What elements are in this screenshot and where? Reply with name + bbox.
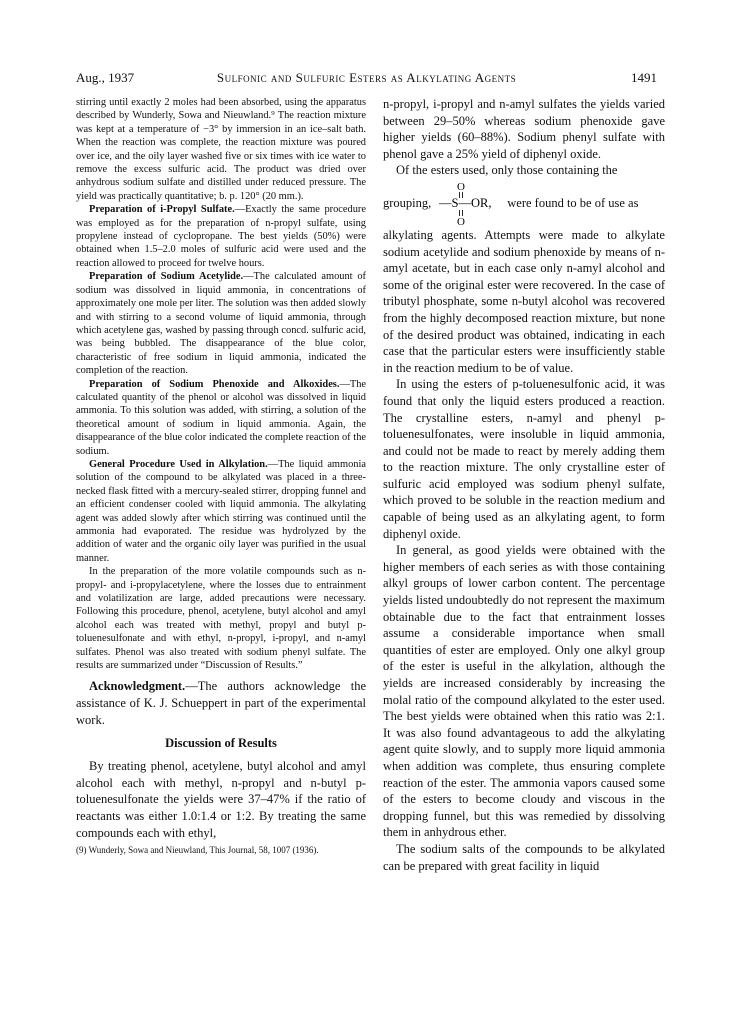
grouping-label: grouping, — [383, 195, 432, 210]
right-column — [383, 96, 665, 874]
acknowledgment-heading: Acknowledgment. — [89, 679, 186, 694]
paragraph-continued: n-propyl, i-propyl and n-amyl sulfates the yields varied between 29–50% whereas sodium phenoxide gave higher yields (60–88%). Sodium phenyl sulfate with phenol gave a 25% yield of diphenyl oxide. — [383, 97, 665, 161]
header-page-number: 1491 — [631, 70, 657, 85]
paragraph-continued: stirring until exactly 2 moles had been absorbed, using the apparatus described by Wunderly, Sowa and Nieuwland.⁹ The reaction mixture was kept at a temperature of −3° by immersion in an ice–salt bath. When the reaction was complete, the reaction mixture was poured over ice, and the oily layer washed five or six times with ice water to remove the excess sulfuric acid. The product was dried over anhydrous sodium sulfate and distilled under reduced pressure. The yield was practically quantitative; b. p. 120° (20 mm.). — [76, 97, 366, 202]
paragraph-toluenesulfonic: In using the esters of p-toluenesulfonic acid, it was found that only the liquid esters produced a reaction. The crystalline esters, n-amyl and phenyl p-toluenesulfonates, were insoluble in liquid ammonia, and could not be made to react by merely adding them to the reaction mixture. The only crystalline ester of sulfuric acid employed was sodium phenyl sulfate, which proved to be soluble in the reaction medium and capable of being used as an alkylating agent, to form diphenyl oxide. — [383, 377, 665, 541]
paragraph-sodium-acetylide — [76, 270, 366, 377]
section-heading: Discussion of Results — [165, 736, 277, 751]
sulfonate-group-formula — [439, 180, 499, 226]
paragraph-body: —The liquid ammonia solution of the compound to be alkylated was placed in a three-necked flask fitted with a mercury-sealed stirrer, dropping funnel and an efficient condenser cooled with liquid ammonia. The alkylating agent was added slowly after which stirring was continued until the ammonia had evaporated. The residue was hydrolyzed by the addition of water and the organic oily layer was purified in the usual manner. — [76, 458, 366, 564]
formula-sulfur-group: —S—OR, — [439, 195, 492, 210]
paragraph-esters-rest: alkylating agents. Attempts were made to alkylate sodium acetylide and sodium phenoxide by means of n-amyl acetate, but in each case only n-amyl alcohol and some of the original ester were recovered. In the case of tributyl phosphate, some n-butyl alcohol was recovered from the highly decomposed reaction mixture, but none of the desired product was obtained, indicating in each case that the particular esters were insufficiently stable in the reaction medium to be of value. — [383, 227, 665, 375]
grouping-tail: were found to be of use as — [507, 195, 639, 210]
run-in-heading: Preparation of i-Propyl Sulfate. — [89, 204, 235, 216]
left-column — [76, 96, 366, 856]
run-in-heading: Preparation of Sodium Phenoxide and Alkoxides. — [89, 378, 340, 390]
header-title: Sulfonic and Sulfuric Esters as Alkylating Agents — [216, 70, 517, 85]
run-in-heading: General Procedure Used in Alkylation. — [89, 458, 268, 470]
header-date: Aug., 1937 — [76, 70, 135, 85]
paragraph-acknowledgment — [76, 678, 366, 728]
run-in-heading: Preparation of Sodium Acetylide. — [89, 271, 244, 283]
grouping-formula-line — [383, 180, 665, 226]
formula-bottom-oxygen: O — [457, 215, 466, 226]
paragraph-sodium-salts: The sodium salts of the compounds to be alkylated can be prepared with great facility in liquid — [383, 841, 665, 873]
footnote: (9) Wunderly, Sowa and Nieuwland, This Journal, 58, 1007 (1936). — [76, 845, 319, 856]
paragraph-sodium-phenoxide — [76, 378, 366, 458]
paragraph-body: —The calculated quantity of the phenol or alcohol was dissolved in liquid ammonia. To this solution was added, with stirring, a solution of the theoretical amount of sodium in liquid ammonia. Again, the disappearance of the blue color indicated the complete reaction of the sodium. — [76, 378, 366, 457]
paragraph-esters-start: Of the esters used, only those containing the — [396, 163, 618, 178]
paragraph-general-procedure — [76, 458, 366, 565]
paragraph-body: —The calculated amount of sodium was dissolved in liquid ammonia, in concentrations of approximately one mole per liter. The solution was then added slowly and with stirring to a second volume of liquid ammonia, through which acetylene gas, washed by passing through concd. sulfuric acid, was being bubbled. The disappearance of the blue color, characteristic of free sodium in liquid ammonia, indicated the completion of the reaction. — [76, 271, 366, 377]
paragraph-discussion: By treating phenol, acetylene, butyl alcohol and amyl alcohol each with methyl, n-propyl and n-butyl p-toluenesulfonate the yields were 37–47% if the ratio of reactants was either 1.0:1.4 or 1:2. By treating the same compounds each with ethyl, — [76, 759, 366, 840]
acknowledgment-body: —The authors acknowledge the assistance of K. J. Schueppert in part of the experimental work. — [76, 679, 366, 727]
running-header — [76, 70, 657, 88]
formula-top-oxygen: O — [457, 180, 466, 193]
paragraph-volatile-compounds: In the preparation of the more volatile compounds such as n-propyl- and i-propylacetylene, where the losses due to entrainment and volatilization are large, added precautions were necessary. Following this procedure, phenol, acetylene, butyl alcohol and amyl alcohol each was treated with methyl, propyl and butyl p-toluenesulfonate and with ethyl, n-propyl, i-propyl, and n-amyl sulfates. Phenol was also treated with sodium phenyl sulfate. The results are summarized under “Discussion of Results.” — [76, 566, 366, 672]
paragraph-body: —Exactly the same procedure was employed as for the preparation of n-propyl sulfate, using propylene instead of cyclopropane. The best yields (50%) were obtained when 1.5–2.0 moles of sulfuric acid were used and the reaction allowed to proceed for twelve hours. — [76, 204, 366, 269]
paragraph-ipropyl-sulfate — [76, 203, 366, 270]
paragraph-yields: In general, as good yields were obtained with the higher members of each series as with those containing alkyl groups of lower carbon content. The percentage yields listed undoubtedly do not represent the maximum obtainable due to the fact that entrainment losses assume a considerable importance when small quantities of ester are employed. Only one alkyl group of the ester is useful in the alkylation, although the yields are increased considerably by increasing the molal ratio of the compound alkylated to the ester used. The best yields were obtained when this ratio was 2:1. It was also found advantageous to add the alkylating agent quite slowly, and to supply more liquid ammonia when addition was complete, thus ensuring complete reaction of the ester. The ammonia vapors caused some of the esters to become cloudy and viscous in the dropping funnel, but this was remedied by dissolving them in anhydrous ether. — [383, 543, 665, 840]
